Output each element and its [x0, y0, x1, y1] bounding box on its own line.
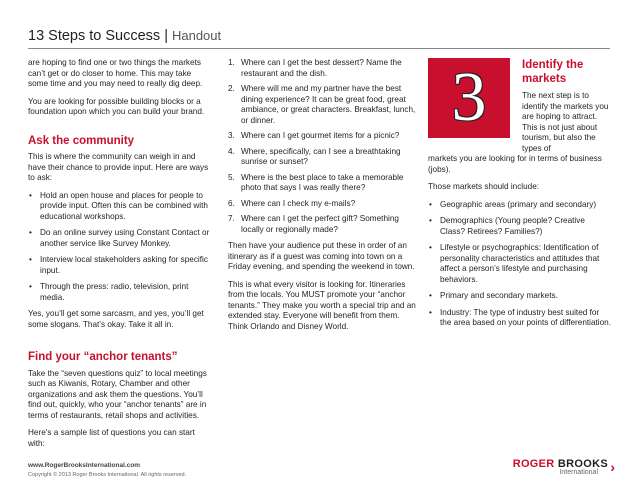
questions-list	[228, 58, 418, 235]
step-number: 3	[451, 59, 487, 136]
list-item	[228, 214, 418, 235]
question-text: Where, specifically, can I see a breathtaking sunrise or sunset?	[241, 146, 401, 166]
question-text: Where can I get the perfect gift? Something locally or regionally made?	[241, 214, 399, 234]
question-text: Where is the best place to take a memorable photo that says I was really there?	[241, 172, 404, 192]
anchor-tenants-paragraph-2: Here’s a sample list of questions you can start with:	[28, 428, 195, 448]
visitor-paragraph: This is what every visitor is looking for. Itineraries from the locals. You MUST promote your “anchor tenants.” They make you worth a special trip and an extended stay. Everyone will benefit from them. Think Orlando and Disney World.	[228, 279, 416, 331]
step-number-badge	[428, 58, 510, 138]
column-right	[428, 58, 611, 335]
markets-list	[428, 200, 611, 329]
chevron-right-icon: ›	[610, 459, 615, 475]
step-intro	[522, 58, 611, 154]
markets-include-paragraph: Those markets should include:	[428, 182, 540, 191]
column-left	[28, 58, 213, 456]
question-number: 1.	[228, 58, 235, 67]
intro-paragraph-1: are hoping to find one or two things the markets can’t get or do closer to home. This may take some time and you may need to really dig deep.	[28, 58, 203, 88]
list-item	[228, 58, 418, 79]
logo-international: International	[559, 469, 598, 476]
ask-community-paragraph-2: Yes, you’ll get some sarcasm, and yes, you’ll get some slogans. That’s okay. Take it all in.	[28, 309, 204, 329]
list-item: • Lifestyle or psychographics: Identification of personality characteristics and attitudes that affect a person’s lifestyle and purchasing behaviors.	[428, 243, 611, 285]
list-item: • Industry: The type of industry best suited for the area based on your points of differentiation.	[428, 308, 611, 329]
step-title: Identify the markets	[522, 59, 584, 85]
list-item	[228, 199, 418, 210]
list-item	[228, 173, 418, 194]
list-item	[228, 131, 418, 142]
company-logo	[508, 458, 615, 484]
step-intro-text: The next step is to identify the markets you are hoping to attract. This is not just about tourism, but also the types of	[522, 91, 609, 153]
list-item	[228, 147, 418, 168]
list-item: • Demographics (Young people? Creative Class? Retirees? Families?)	[428, 216, 611, 237]
title-separator: |	[164, 28, 168, 44]
list-item	[228, 84, 418, 126]
intro-paragraph-2: You are looking for possible building blocks or a foundation upon which you can build your brand.	[28, 96, 205, 116]
question-number: 6.	[228, 198, 235, 208]
question-number: 7.	[228, 214, 235, 223]
list-item: • Interview local stakeholders asking for specific input.	[28, 255, 213, 276]
itinerary-paragraph: Then have your audience put these in order of an itinerary as if a guest was coming into town on a Friday evening, and spending the weekend in town.	[228, 241, 415, 271]
step-intro-continued: markets you are looking for in terms of business (jobs).	[428, 154, 602, 174]
logo-brooks: BROOKS	[557, 458, 608, 470]
step-header	[428, 58, 611, 154]
handout-title: 13 Steps to Success	[28, 28, 161, 44]
footer-copyright: Copyright © 2013 Roger Brooks International. All rights reserved.	[28, 472, 187, 478]
list-item: • Do an online survey using Constant Contact or another service like Survey Monkey.	[28, 228, 213, 249]
list-item: • Through the press: radio, television, print media.	[28, 282, 213, 303]
list-item: • Primary and secondary markets.	[428, 291, 611, 302]
column-middle	[228, 58, 418, 339]
question-text: Where can I get the best dessert? Name the restaurant and the dish.	[241, 58, 402, 78]
page-header	[28, 28, 221, 44]
list-item: • Geographic areas (primary and secondary)	[428, 200, 611, 211]
question-number: 5.	[228, 172, 235, 182]
ask-community-heading: Ask the community	[28, 134, 135, 147]
anchor-tenants-heading: Find your “anchor tenants”	[28, 351, 178, 363]
ask-community-list	[28, 191, 213, 304]
ask-community-paragraph: This is where the community can weigh in and have their chance to provide input. Here are ways to ask:	[28, 152, 209, 182]
question-text: Where will me and my partner have the best dining experience? It can be great food, great ambiance, or great characters. Breakfast, lunch, or dinner.	[241, 84, 416, 125]
question-text: Where can I check my e-mails?	[241, 198, 356, 208]
list-item: • Hold an open house and places for people to provide input. Often this can be combined with educational workshops.	[28, 191, 213, 223]
question-number: 3.	[228, 131, 235, 140]
anchor-tenants-paragraph-1: Take the “seven questions quiz” to local meetings such as Kiwanis, Rotary, Chamber and other organizations and ask them the questions. You’ll find out, quickly, who your “anchor tenants” are in terms of restaurants, retail shops and activities.	[28, 368, 207, 420]
footer-website-link[interactable]: www.RogerBrooksInternational.com	[28, 462, 141, 469]
logo-roger: ROGER	[512, 458, 555, 470]
handout-subtitle: Handout	[171, 28, 222, 43]
question-text: Where can I get gourmet items for a picnic?	[241, 131, 400, 140]
question-number: 2.	[228, 84, 235, 93]
question-number: 4.	[228, 146, 235, 156]
header-rule	[28, 48, 610, 49]
